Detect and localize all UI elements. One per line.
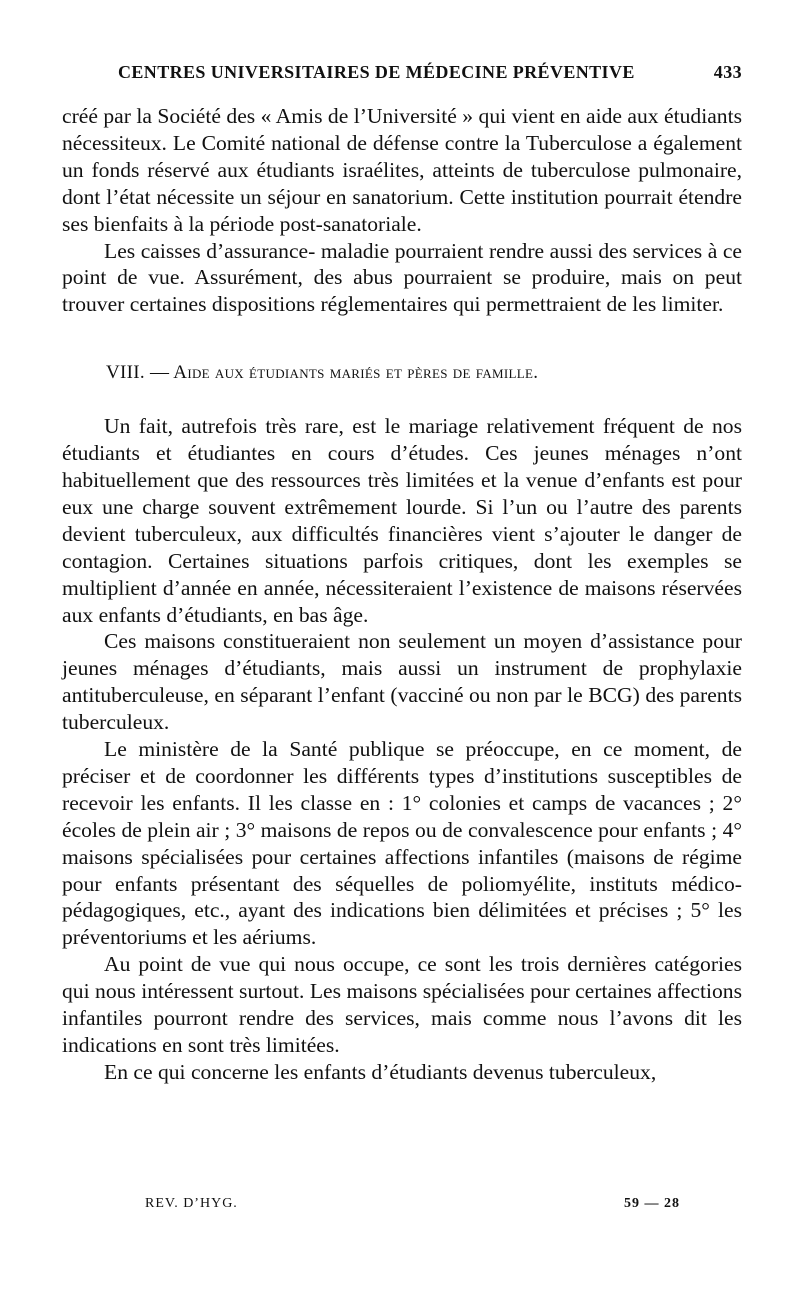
paragraph-4: Ces maisons constitueraient non seulement un moyen d’assistance pour jeunes ménages d’étudiants, mais aussi un instrument de prophylaxie antituberculeuse, en séparant l’enfant (vacciné ou non par le BCG) des parents tuberculeux. [62, 629, 742, 735]
paragraph-5: Le ministère de la Santé publique se préoccupe, en ce moment, de préciser et de coordonner les différents types d’institutions susceptibles de recevoir les enfants. Il les classe en : 1° colonies et camps de vacances ; 2° écoles de plein air ; 3° maisons de repos ou de convalescence pour enfants ; 4° maisons spécialisées pour certaines affections infantiles (maisons de régime pour enfants présentant des séquelles de poliomyélite, instituts médico-pédagogiques, etc., ayant des indications bien délimitées et précises ; 5° les préventoriums et les aériums. [62, 737, 742, 950]
signature-mark: 59 — 28 [624, 1196, 680, 1211]
running-head [62, 62, 742, 83]
page-footer [145, 1196, 680, 1212]
section-heading [106, 360, 742, 387]
journal-abbreviation: REV. D’HYG. [145, 1196, 238, 1211]
body-text [62, 103, 742, 1086]
section-heading-text: VIII. — Aide aux étudiants mariés et pères de famille. [106, 362, 539, 384]
document-page [62, 62, 742, 1086]
paragraph-7: En ce qui concerne les enfants d’étudiants devenus tuberculeux, [104, 1059, 657, 1084]
paragraph-3: Un fait, autrefois très rare, est le mariage relativement fréquent de nos étudiants et étudiantes en cours d’études. Ces jeunes ménages n’ont habituellement que des ressources très limitées et la venue d’enfants est pour eux une charge souvent extrêmement lourde. Si l’un ou l’autre des parents devient tuberculeux, aux difficultés financières vient s’ajouter le danger de contagion. Certaines situations parfois critiques, dont les exemples se multiplient d’année en année, nécessiteraient l’existence de maisons réservées aux enfants d’étudiants, en bas âge. [62, 414, 742, 627]
paragraph-2: Les caisses d’assurance- maladie pourraient rendre aussi des services à ce point de vue. Assurément, des abus pourraient se produire, mais on peut trouver certaines dispositions réglementaires qui permettraient de les limiter. [62, 238, 742, 317]
paragraph-1: créé par la Société des « Amis de l’Université » qui vient en aide aux étudiants nécessiteux. Le Comité national de défense contre la Tuberculose a également un fonds réservé aux étudiants israélites, atteints de tuberculose pulmonaire, dont l’état nécessite un séjour en sanatorium. Cette institution pourrait étendre ses bienfaits à la période post-sanatoriale. [62, 104, 742, 236]
paragraph-6: Au point de vue qui nous occupe, ce sont les trois dernières catégories qui nous intéressent surtout. Les maisons spécialisées pour certaines affections infantiles pourront rendre des services, mais comme nous l’avons dit les indications en sont très limitées. [62, 952, 742, 1057]
running-title: CENTRES UNIVERSITAIRES DE MÉDECINE PRÉVENTIVE [118, 62, 635, 82]
page-number: 433 [713, 62, 742, 82]
